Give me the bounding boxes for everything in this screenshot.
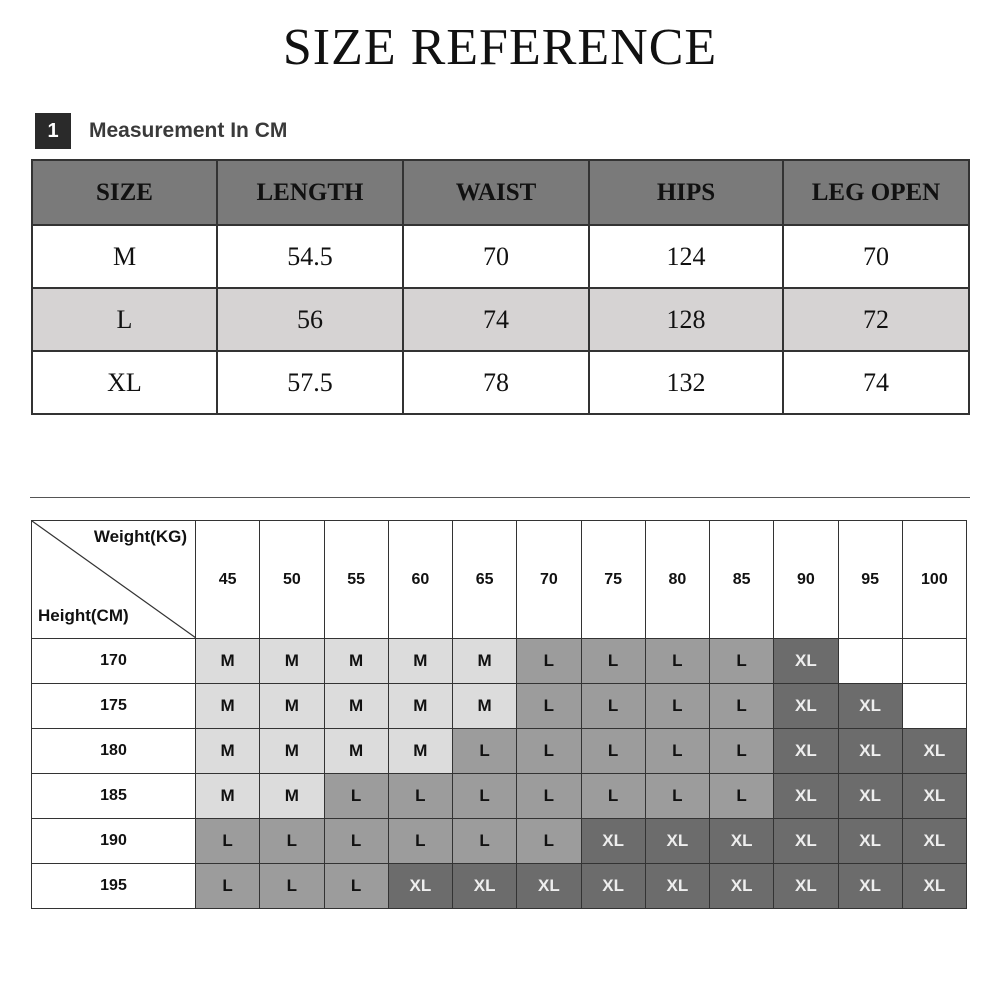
size-cell: L xyxy=(581,774,645,819)
size-cell: L xyxy=(260,819,324,864)
size-cell: XL xyxy=(774,684,838,729)
size-cell: XL xyxy=(774,774,838,819)
size-cell: M xyxy=(453,639,517,684)
size-cell: XL xyxy=(710,864,774,909)
height-axis-label: Height(CM) xyxy=(38,606,129,625)
size-cell: XL xyxy=(902,819,966,864)
size-cell: L xyxy=(645,774,709,819)
header-waist: WAIST xyxy=(403,160,589,225)
size-cell: M xyxy=(324,684,388,729)
size-cell: L xyxy=(581,639,645,684)
weight-header-50: 50 xyxy=(260,521,324,639)
table-row xyxy=(32,774,967,819)
size-cell: M xyxy=(260,684,324,729)
table-row xyxy=(32,819,967,864)
size-cell: XL xyxy=(581,864,645,909)
size-cell: L xyxy=(453,729,517,774)
size-cell: M xyxy=(324,729,388,774)
leg-open-cell: 72 xyxy=(783,288,969,351)
size-cell: L xyxy=(453,774,517,819)
corner-cell xyxy=(32,521,196,639)
measurement-table xyxy=(31,159,970,415)
table-row xyxy=(32,639,967,684)
leg-open-cell: 74 xyxy=(783,351,969,414)
weight-header-65: 65 xyxy=(453,521,517,639)
leg-open-cell: 70 xyxy=(783,225,969,288)
size-cell: XL xyxy=(838,819,902,864)
size-cell: XL xyxy=(774,819,838,864)
weight-header-95: 95 xyxy=(838,521,902,639)
height-label-180: 180 xyxy=(32,729,196,774)
size-cell: L xyxy=(388,819,452,864)
size-cell: M xyxy=(388,684,452,729)
weight-header-70: 70 xyxy=(517,521,581,639)
size-cell: XL xyxy=(517,864,581,909)
height-label-190: 190 xyxy=(32,819,196,864)
size-cell: M xyxy=(388,639,452,684)
header-leg-open: LEG OPEN xyxy=(783,160,969,225)
empty-cell xyxy=(838,639,902,684)
table-row xyxy=(32,864,967,909)
length-cell: 54.5 xyxy=(217,225,403,288)
size-cell: M xyxy=(32,225,217,288)
size-cell: L xyxy=(710,729,774,774)
size-cell: M xyxy=(388,729,452,774)
size-chart-grid xyxy=(31,520,967,909)
height-label-195: 195 xyxy=(32,864,196,909)
weight-header-60: 60 xyxy=(388,521,452,639)
section-number-badge: 1 xyxy=(35,113,71,149)
weight-header-80: 80 xyxy=(645,521,709,639)
weight-header-45: 45 xyxy=(196,521,260,639)
section-label: Measurement In CM xyxy=(89,119,288,142)
size-cell: L xyxy=(196,819,260,864)
weight-header-row xyxy=(32,521,967,639)
header-size: SIZE xyxy=(32,160,217,225)
size-cell: XL xyxy=(774,729,838,774)
size-cell: L xyxy=(581,684,645,729)
header-length: LENGTH xyxy=(217,160,403,225)
size-cell: L xyxy=(581,729,645,774)
size-cell: M xyxy=(196,639,260,684)
size-cell: L xyxy=(260,864,324,909)
weight-header-100: 100 xyxy=(902,521,966,639)
height-label-170: 170 xyxy=(32,639,196,684)
size-cell: L xyxy=(645,684,709,729)
size-cell: M xyxy=(196,684,260,729)
size-cell: L xyxy=(517,729,581,774)
size-cell: L xyxy=(32,288,217,351)
size-cell: XL xyxy=(774,864,838,909)
table-row xyxy=(32,684,967,729)
page-title: SIZE REFERENCE xyxy=(282,19,718,76)
length-cell: 57.5 xyxy=(217,351,403,414)
weight-header-90: 90 xyxy=(774,521,838,639)
size-cell: XL xyxy=(902,729,966,774)
size-cell: XL xyxy=(645,864,709,909)
size-cell: L xyxy=(517,684,581,729)
table-row xyxy=(32,729,967,774)
size-cell: L xyxy=(517,774,581,819)
weight-header-75: 75 xyxy=(581,521,645,639)
table-row xyxy=(32,225,969,288)
section-divider xyxy=(30,497,970,498)
size-cell: XL xyxy=(838,684,902,729)
size-cell: XL xyxy=(902,864,966,909)
table-row xyxy=(32,288,969,351)
size-cell: XL xyxy=(710,819,774,864)
size-cell: L xyxy=(517,639,581,684)
size-cell: L xyxy=(517,819,581,864)
size-cell: M xyxy=(324,639,388,684)
length-cell: 56 xyxy=(217,288,403,351)
size-cell: M xyxy=(260,639,324,684)
section-heading xyxy=(35,113,287,149)
size-cell: L xyxy=(453,819,517,864)
weight-header-55: 55 xyxy=(324,521,388,639)
size-cell: L xyxy=(324,864,388,909)
size-cell: L xyxy=(645,639,709,684)
hips-cell: 124 xyxy=(589,225,783,288)
waist-cell: 74 xyxy=(403,288,589,351)
empty-cell xyxy=(902,684,966,729)
size-cell: XL xyxy=(32,351,217,414)
size-cell: L xyxy=(710,774,774,819)
size-cell: XL xyxy=(453,864,517,909)
size-cell: XL xyxy=(774,639,838,684)
empty-cell xyxy=(902,639,966,684)
size-cell: XL xyxy=(645,819,709,864)
size-cell: M xyxy=(196,729,260,774)
size-cell: XL xyxy=(838,729,902,774)
weight-axis-label: Weight(KG) xyxy=(93,527,187,546)
size-cell: L xyxy=(324,774,388,819)
size-cell: XL xyxy=(838,864,902,909)
height-label-185: 185 xyxy=(32,774,196,819)
size-cell: M xyxy=(260,774,324,819)
weight-header-85: 85 xyxy=(710,521,774,639)
size-cell: XL xyxy=(388,864,452,909)
size-cell: M xyxy=(260,729,324,774)
hips-cell: 132 xyxy=(589,351,783,414)
size-cell: XL xyxy=(581,819,645,864)
height-label-175: 175 xyxy=(32,684,196,729)
size-cell: L xyxy=(710,639,774,684)
table-row xyxy=(32,351,969,414)
size-cell: XL xyxy=(838,774,902,819)
size-cell: XL xyxy=(902,774,966,819)
size-cell: L xyxy=(196,864,260,909)
size-cell: M xyxy=(453,684,517,729)
size-cell: L xyxy=(388,774,452,819)
measurement-header-row xyxy=(32,160,969,225)
size-cell: L xyxy=(710,684,774,729)
size-cell: M xyxy=(196,774,260,819)
size-cell: L xyxy=(324,819,388,864)
hips-cell: 128 xyxy=(589,288,783,351)
header-hips: HIPS xyxy=(589,160,783,225)
waist-cell: 78 xyxy=(403,351,589,414)
waist-cell: 70 xyxy=(403,225,589,288)
size-cell: L xyxy=(645,729,709,774)
